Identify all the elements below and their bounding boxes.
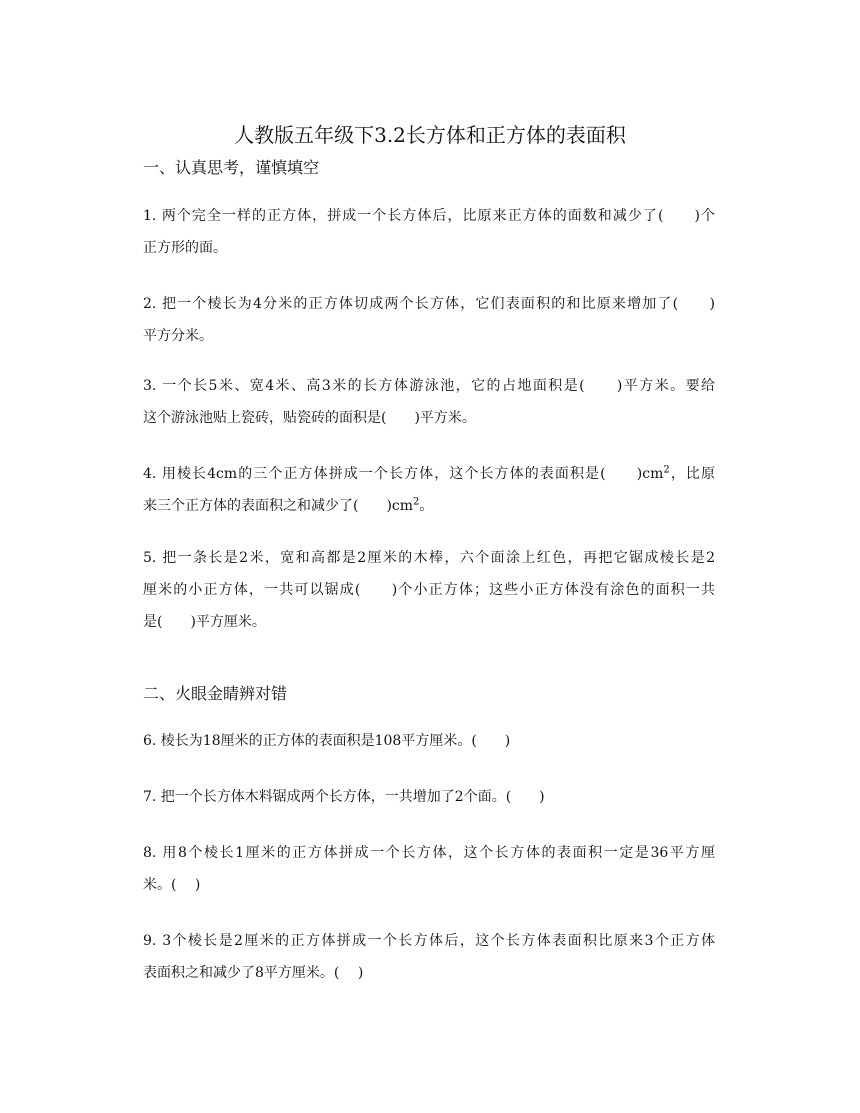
section-1-heading: 一、认真思考，谨慎填空 [143, 158, 320, 177]
question-3-line-1: 3. 一个长5米、宽4米、高3米的长方体游泳池，它的占地面积是( )平方米。要给 [143, 378, 715, 394]
question-2 [143, 288, 715, 352]
question-5 [143, 542, 715, 638]
question-9-line-1: 9. 3个棱长是2厘米的正方体拼成一个长方体后，这个长方体表面积比原来3个正方体 [143, 933, 715, 949]
question-2-line-1: 2. 把一个棱长为4分米的正方体切成两个长方体，它们表面积的和比原来增加了( ) [143, 296, 715, 312]
question-1-line-2: 正方形的面。 [143, 240, 227, 256]
question-9-line-2: 表面积之和减少了8平方厘米。( ) [143, 965, 364, 981]
question-4-line-1-superscript: 2 [663, 464, 670, 476]
question-8 [143, 837, 715, 901]
question-6-line-1: 6. 棱长为18厘米的正方体的表面积是108平方厘米。( ) [143, 733, 511, 749]
question-8-line-2: 米。( ) [143, 877, 201, 893]
question-3 [143, 370, 715, 434]
question-4-line-2-text: 来三个正方体的表面积之和减少了( )cm [143, 498, 414, 514]
question-4-line-1 [143, 458, 715, 490]
question-8-line-1: 8. 用8个棱长1厘米的正方体拼成一个长方体，这个长方体的表面积一定是36平方厘 [143, 845, 715, 861]
question-7 [143, 781, 715, 813]
document-title: 人教版五年级下3.2长方体和正方体的表面积 [234, 123, 626, 147]
question-4-line-1-text: 4. 用棱长4cm的三个正方体拼成一个长方体，这个长方体的表面积是( )cm [143, 466, 664, 482]
question-7-line-1: 7. 把一个长方体木料锯成两个长方体，一共增加了2个面。( ) [143, 789, 545, 805]
question-1 [143, 200, 715, 264]
section-2-heading: 二、火眼金睛辨对错 [143, 684, 288, 703]
question-2-line-2: 平方分米。 [143, 328, 213, 344]
question-3-line-2: 这个游泳池贴上瓷砖，贴瓷砖的面积是( )平方米。 [143, 410, 476, 426]
question-5-line-2: 厘米的小正方体，一共可以锯成( )个小正方体；这些小正方体没有涂色的面积一共 [143, 582, 715, 598]
question-5-line-1: 5. 把一条长是2米，宽和高都是2厘米的木棒，六个面涂上红色，再把它锯成棱长是2 [143, 550, 715, 566]
question-4-line-2-superscript: 2 [413, 496, 420, 508]
question-9 [143, 925, 715, 989]
question-4-line-2 [143, 490, 715, 522]
question-4-line-1-tail: ，比原 [669, 466, 715, 482]
question-4 [143, 458, 715, 522]
question-5-line-3: 是( )平方厘米。 [143, 614, 266, 630]
question-4-line-2-tail: 。 [419, 498, 434, 514]
question-1-line-1: 1. 两个完全一样的正方体，拼成一个长方体后，比原来正方体的面数和减少了( )个 [143, 208, 715, 224]
question-6 [143, 725, 715, 757]
